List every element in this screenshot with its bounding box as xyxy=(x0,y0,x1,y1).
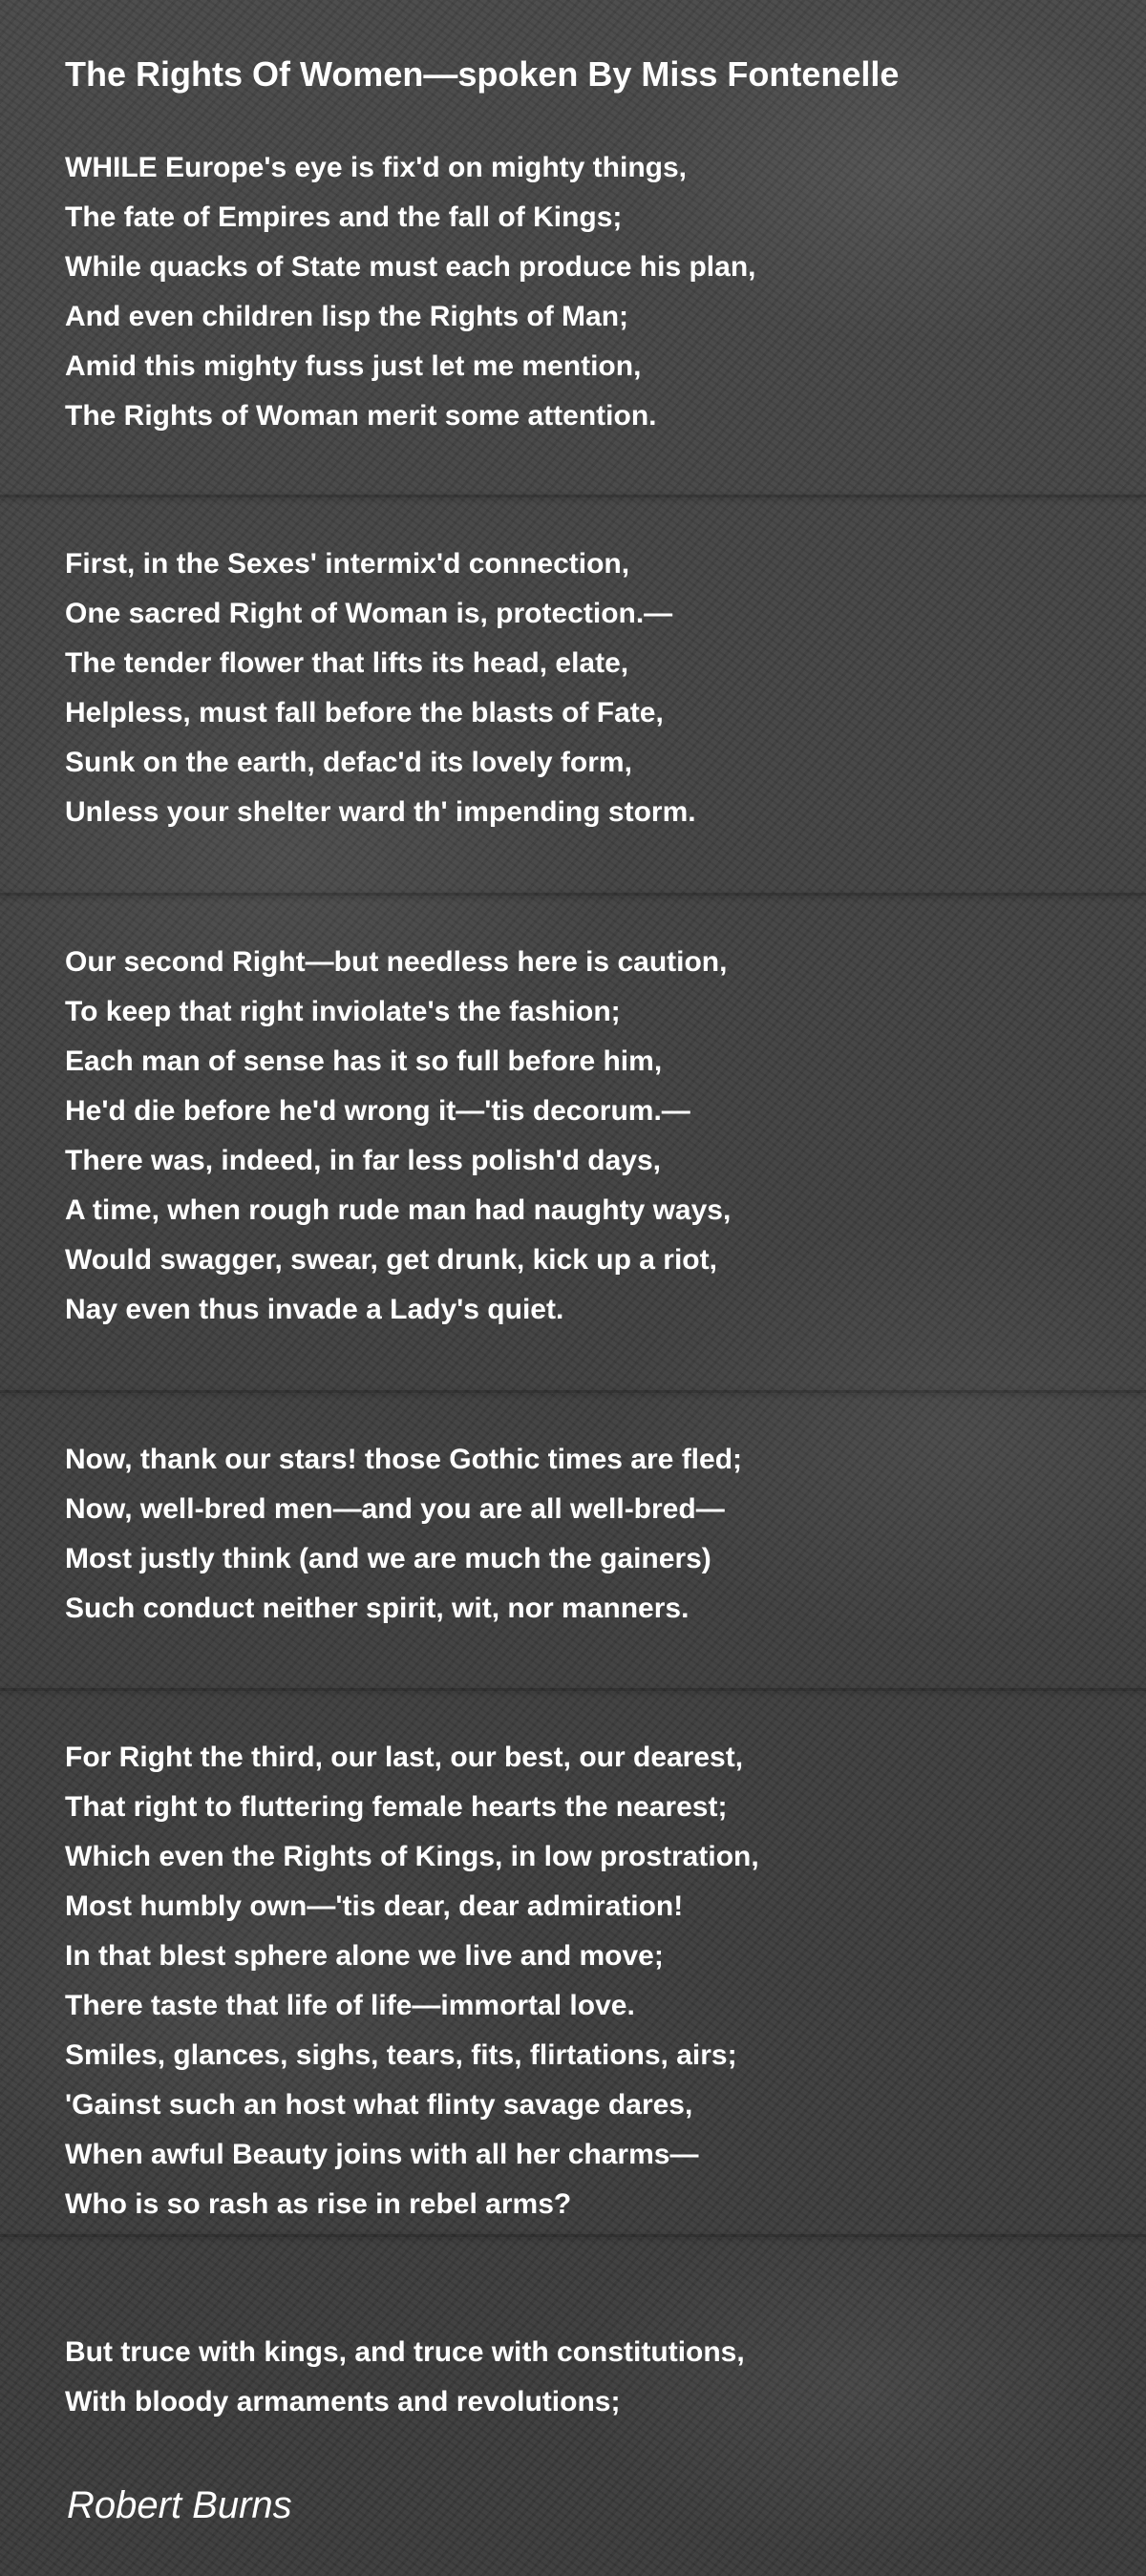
poem-line: Which even the Rights of Kings, in low prostration, xyxy=(65,1841,759,1872)
poem-line: Nay even thus invade a Lady's quiet. xyxy=(65,1294,564,1325)
poem-line: He'd die before he'd wrong it—'tis decorum.— xyxy=(65,1095,690,1127)
poem-line: With bloody armaments and revolutions; xyxy=(65,2386,621,2418)
poem-line: 'Gainst such an host what flinty savage dares, xyxy=(65,2089,693,2121)
poem-line: That right to fluttering female hearts the nearest; xyxy=(65,1791,728,1823)
poem-line: The fate of Empires and the fall of Kings; xyxy=(65,201,623,233)
poem-line: One sacred Right of Woman is, protection.— xyxy=(65,598,673,629)
poem-line: There taste that life of life—immortal love. xyxy=(65,1990,635,2021)
poem-line: Unless your shelter ward th' impending storm. xyxy=(65,796,696,828)
poem-line: There was, indeed, in far less polish'd days, xyxy=(65,1145,661,1176)
section-divider xyxy=(0,1688,1146,1691)
poem-line: But truce with kings, and truce with constitutions, xyxy=(65,2336,745,2368)
poem-line: Amid this mighty fuss just let me mention, xyxy=(65,350,642,382)
poem-line: First, in the Sexes' intermix'd connection, xyxy=(65,548,630,580)
poem-line: To keep that right inviolate's the fashion; xyxy=(65,996,621,1027)
poem-line: A time, when rough rude man had naughty ways, xyxy=(65,1194,732,1226)
poem-line: Helpless, must fall before the blasts of Fate, xyxy=(65,697,664,728)
poem-line: In that blest sphere alone we live and move; xyxy=(65,1940,664,1972)
stanza-1 xyxy=(65,143,1106,441)
poem-line: Such conduct neither spirit, wit, nor manners. xyxy=(65,1593,690,1624)
poem-line: Now, well-bred men—and you are all well-bred— xyxy=(65,1493,725,1525)
poem-line: The Rights of Woman merit some attention. xyxy=(65,400,657,432)
poem-line: Most justly think (and we are much the gainers) xyxy=(65,1543,711,1574)
poem-line: Smiles, glances, sighs, tears, fits, flirtations, airs; xyxy=(65,2039,737,2071)
stanza-5 xyxy=(65,1733,1106,2229)
section-divider xyxy=(0,2234,1146,2237)
stanza-2 xyxy=(65,539,1106,837)
section-divider xyxy=(0,893,1146,896)
poem-line: For Right the third, our last, our best, our dearest, xyxy=(65,1742,744,1773)
section-divider xyxy=(0,495,1146,497)
poem-line: While quacks of State must each produce his plan, xyxy=(65,251,756,283)
poem-line: Would swagger, swear, get drunk, kick up a riot, xyxy=(65,1244,717,1276)
stanza-4 xyxy=(65,1435,1106,1634)
poem-line: Our second Right—but needless here is caution, xyxy=(65,946,728,978)
poem-author: Robert Burns xyxy=(67,2484,292,2526)
poem-line: WHILE Europe's eye is fix'd on mighty things, xyxy=(65,152,688,183)
poem-line: And even children lisp the Rights of Man; xyxy=(65,301,629,332)
poem-title: The Rights Of Women—spoken By Miss Fontenelle xyxy=(65,54,900,94)
section-divider xyxy=(0,1390,1146,1393)
poem-line: Who is so rash as rise in rebel arms? xyxy=(65,2188,572,2220)
poem-line: Sunk on the earth, defac'd its lovely form, xyxy=(65,747,632,778)
poem-line: Each man of sense has it so full before him, xyxy=(65,1045,663,1077)
stanza-6 xyxy=(65,2328,1106,2427)
poem-line: Most humbly own—'tis dear, dear admiration! xyxy=(65,1890,684,1922)
poem-line: When awful Beauty joins with all her charms— xyxy=(65,2139,699,2170)
poem-line: The tender flower that lifts its head, elate, xyxy=(65,647,629,679)
stanza-3 xyxy=(65,938,1106,1335)
poem-line: Now, thank our stars! those Gothic times are fled; xyxy=(65,1444,743,1475)
